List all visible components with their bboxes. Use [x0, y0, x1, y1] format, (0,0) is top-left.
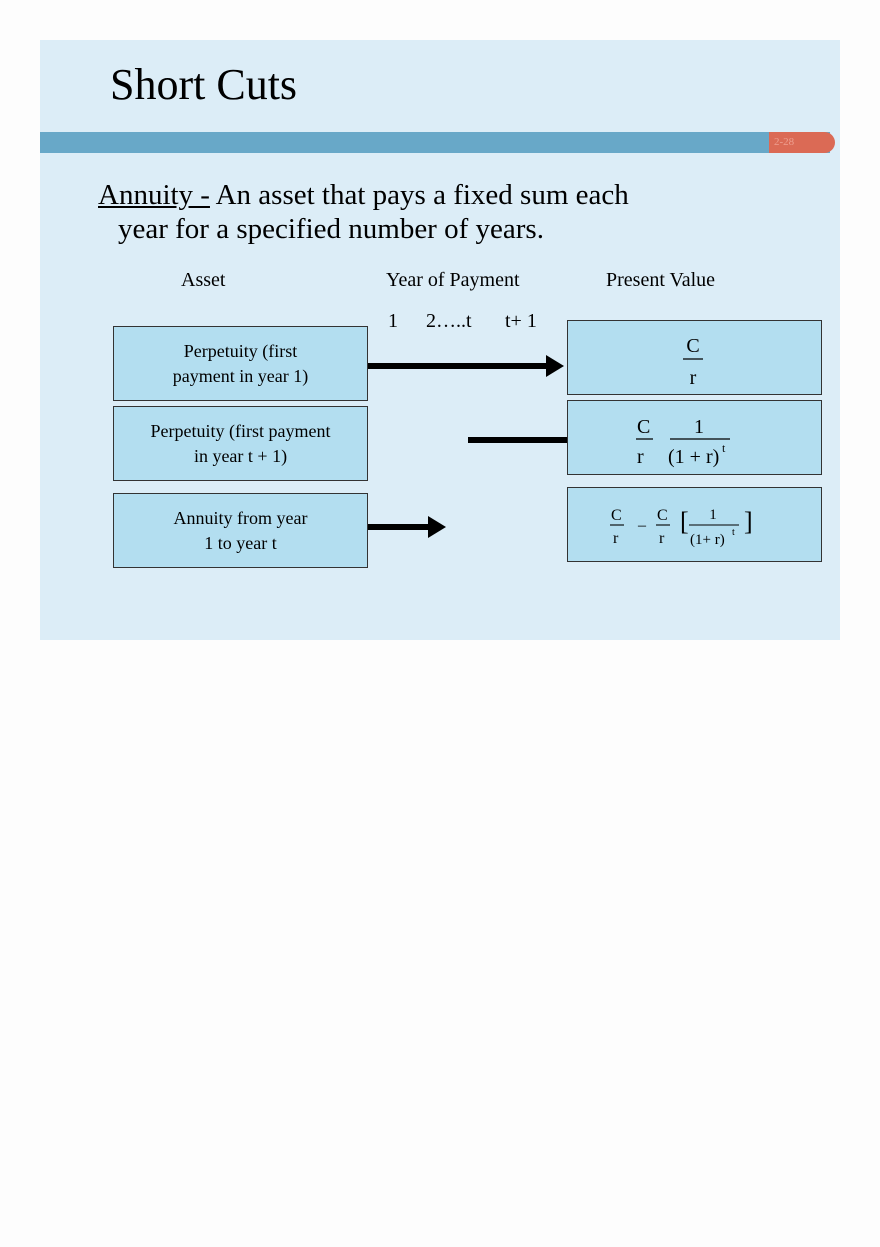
pv-box-annuity [567, 487, 822, 562]
formula-numerator: C [686, 335, 700, 357]
formula-denominator: (1 + r) [668, 446, 720, 468]
title-bar [40, 132, 830, 153]
asset-label-line2: payment in year 1) [172, 365, 309, 386]
definition-text-line2: year for a specified number of years. [118, 213, 544, 245]
formula-bracket-left: [ [680, 507, 689, 536]
header-year-of-payment: Year of Payment [386, 269, 520, 291]
pv-formula-deferred-perpetuity [568, 401, 821, 474]
formula-denominator: (1+ r) [690, 532, 725, 548]
formula-c: C [657, 507, 668, 524]
annuity-definition [98, 178, 629, 246]
arrow-perpetuity-year-1 [368, 363, 548, 369]
pv-box-perpetuity-year-t-plus-1 [567, 400, 822, 475]
pv-formula-c-over-r [568, 321, 821, 394]
slide [40, 40, 840, 640]
asset-box-perpetuity-year-t-plus-1 [113, 406, 368, 481]
definition-text-line1: An asset that pays a fixed sum each [209, 179, 629, 211]
timeline-year-2-to-t: 2…..t [426, 310, 472, 332]
formula-exponent: t [722, 441, 726, 455]
formula-r: r [637, 446, 644, 468]
slide-number: 2-28 [769, 132, 835, 153]
arrow-annuity [368, 524, 430, 530]
formula-r: r [659, 530, 665, 547]
pv-formula-annuity [568, 488, 821, 561]
timeline-year-1: 1 [388, 310, 398, 332]
formula-c: C [611, 507, 622, 524]
header-asset: Asset [181, 269, 226, 291]
header-present-value: Present Value [606, 269, 716, 291]
asset-box-annuity [113, 493, 368, 568]
formula-c: C [637, 416, 651, 438]
timeline-year-t-plus-1: t+ 1 [505, 310, 537, 332]
formula-one: 1 [709, 507, 717, 523]
asset-label-line1: Perpetuity (first payment [150, 420, 331, 441]
asset-label-line2: in year t + 1) [193, 445, 288, 466]
formula-exponent: t [732, 527, 735, 538]
formula-denominator: r [689, 367, 697, 389]
definition-term: Annuity - [98, 179, 210, 211]
slide-title: Short Cuts [110, 60, 298, 109]
asset-label-line2: 1 to year t [204, 532, 277, 553]
asset-box-perpetuity-year-1 [113, 326, 368, 401]
asset-label-line1: Annuity from year [173, 507, 308, 528]
asset-label-line1: Perpetuity (first [183, 340, 298, 361]
pv-box-perpetuity-year-1 [567, 320, 822, 395]
formula-one: 1 [694, 416, 704, 438]
formula-bracket-right: ] [744, 507, 753, 536]
formula-minus: – [638, 517, 646, 534]
formula-r: r [613, 530, 619, 547]
